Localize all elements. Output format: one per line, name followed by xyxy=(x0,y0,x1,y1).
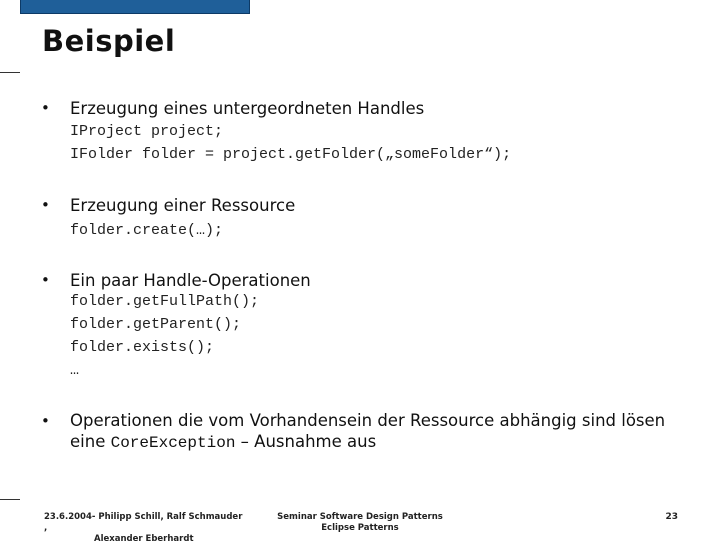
footer-seminar xyxy=(270,512,450,534)
footer-author xyxy=(44,512,244,545)
bullet-text-4-suffix: – Ausnahme aus xyxy=(235,432,377,451)
footer-author-line1: 23.6.2004- Philipp Schill, Ralf Schmauder , xyxy=(44,512,243,533)
inline-code-coreexception: CoreException xyxy=(110,434,236,452)
code-line: folder.create(…); xyxy=(70,222,224,239)
code-line: IProject project; xyxy=(70,123,224,140)
bullet-text-4-prefix: eine xyxy=(70,432,111,451)
footer-author-line2: Alexander Eberhardt xyxy=(94,534,194,544)
bullet-text-3: Ein paar Handle-Operationen xyxy=(70,271,311,290)
bullet-text-2: Erzeugung einer Ressource xyxy=(70,196,296,215)
bullet-text-4-line2 xyxy=(70,431,665,454)
code-line: … xyxy=(70,362,80,379)
bullet-marker: • xyxy=(41,271,50,289)
code-line: folder.getParent(); xyxy=(70,316,242,333)
slide-title: Beispiel xyxy=(42,24,176,58)
bullet-marker: • xyxy=(41,412,50,430)
code-line: IFolder folder = project.getFolder(„someFolder“); xyxy=(70,146,512,163)
left-rule-top xyxy=(0,72,20,73)
bullet-text-4 xyxy=(70,410,665,454)
code-line: folder.getFullPath(); xyxy=(70,293,260,310)
header-accent-bar xyxy=(20,0,250,14)
footer-seminar-line1: Seminar Software Design Patterns xyxy=(277,512,443,522)
bullet-text-4-line1: Operationen die vom Vorhandensein der Ressource abhängig sind lösen xyxy=(70,411,666,430)
page-number: 23 xyxy=(665,512,678,522)
left-rule-bottom xyxy=(0,499,20,500)
bullet-text-1: Erzeugung eines untergeordneten Handles xyxy=(70,99,425,118)
bullet-marker: • xyxy=(41,196,50,214)
bullet-marker: • xyxy=(41,99,50,117)
code-line: folder.exists(); xyxy=(70,339,215,356)
footer-seminar-line2: Eclipse Patterns xyxy=(321,523,399,533)
